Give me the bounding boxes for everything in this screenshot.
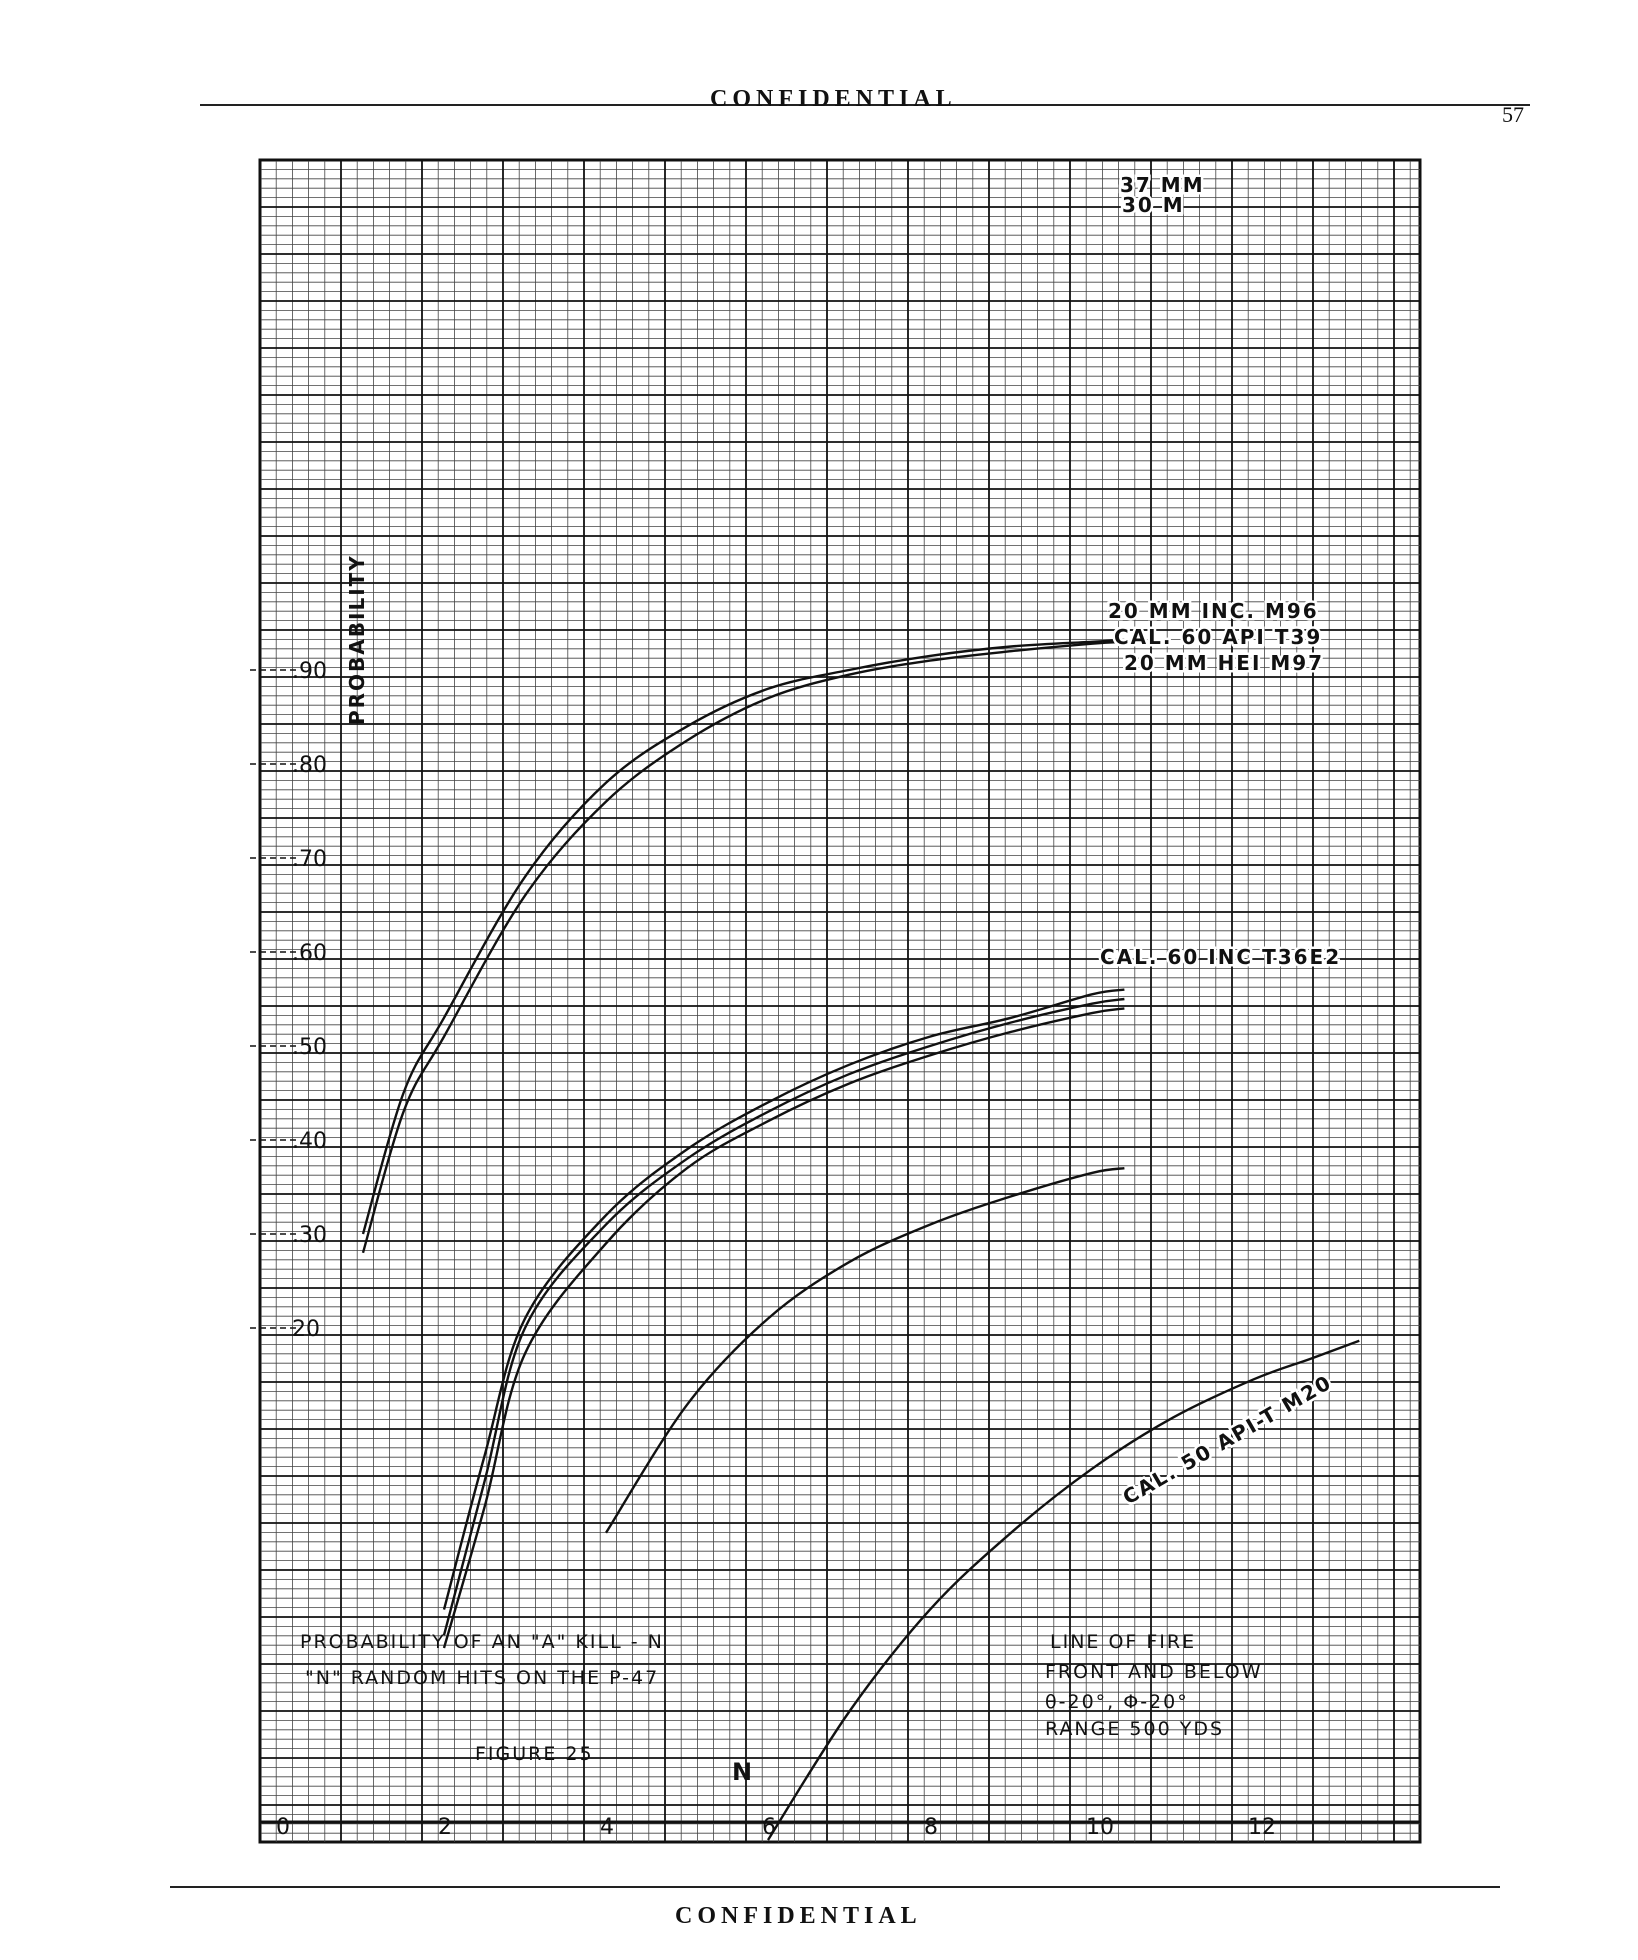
- figure-label: FIGURE 25: [475, 1743, 594, 1765]
- y-tick-label-6: .80: [292, 753, 327, 778]
- y-tick-label-1: .30: [292, 1223, 327, 1248]
- chart-title: PROBABILITY OF AN "A" KILL - N: [300, 1631, 664, 1653]
- x-tick-label-6: 12: [1248, 1815, 1276, 1840]
- series-label-3: CAL. 60 API T39: [1114, 625, 1323, 649]
- y-axis-label: PROBABILITY: [345, 554, 369, 725]
- y-tick-label-0: 20: [292, 1317, 320, 1342]
- chart-grid: [260, 160, 1420, 1842]
- header-confidential: CONFIDENTIAL: [710, 86, 957, 112]
- x-tick-label-1: 2: [438, 1815, 452, 1840]
- series-label-0: 37 MM: [1120, 173, 1205, 197]
- chart-subtitle: "N" RANDOM HITS ON THE P-47: [305, 1667, 660, 1689]
- annotation-line-3: RANGE 500 YDS: [1045, 1718, 1225, 1740]
- annotation-line-1: FRONT AND BELOW: [1045, 1661, 1263, 1683]
- x-tick-label-3: 6: [762, 1815, 776, 1840]
- page-number: 57: [1502, 102, 1524, 127]
- y-tick-label-5: .70: [292, 847, 327, 872]
- plot-frame: [260, 160, 1420, 1842]
- y-tick-label-7: .90: [292, 659, 327, 684]
- footer-confidential: CONFIDENTIAL: [675, 1903, 922, 1929]
- series-label-6: CAL. 50 API-T M20: [1118, 1369, 1337, 1510]
- y-tick-label-3: .50: [292, 1035, 327, 1060]
- y-tick-label-4: .60: [292, 941, 327, 966]
- series-label-5: CAL. 60 INC T36E2: [1100, 945, 1342, 969]
- y-tick-label-2: .40: [292, 1129, 327, 1154]
- series-label-2: 20 MM INC. M96: [1108, 599, 1319, 623]
- x-tick-label-4: 8: [924, 1815, 938, 1840]
- footer-rule: [170, 1886, 1500, 1888]
- x-tick-label-0: 0: [276, 1815, 290, 1840]
- x-axis-label: N: [732, 1758, 753, 1786]
- annotation-line-2: θ-20°, Φ-20°: [1045, 1691, 1189, 1713]
- x-tick-label-2: 4: [600, 1815, 614, 1840]
- series-label-1: 30 M: [1122, 193, 1185, 217]
- series-label-4: 20 MM HEI M97: [1124, 651, 1325, 675]
- x-tick-label-5: 10: [1086, 1815, 1114, 1840]
- annotation-line-0: LINE OF FIRE: [1050, 1631, 1197, 1653]
